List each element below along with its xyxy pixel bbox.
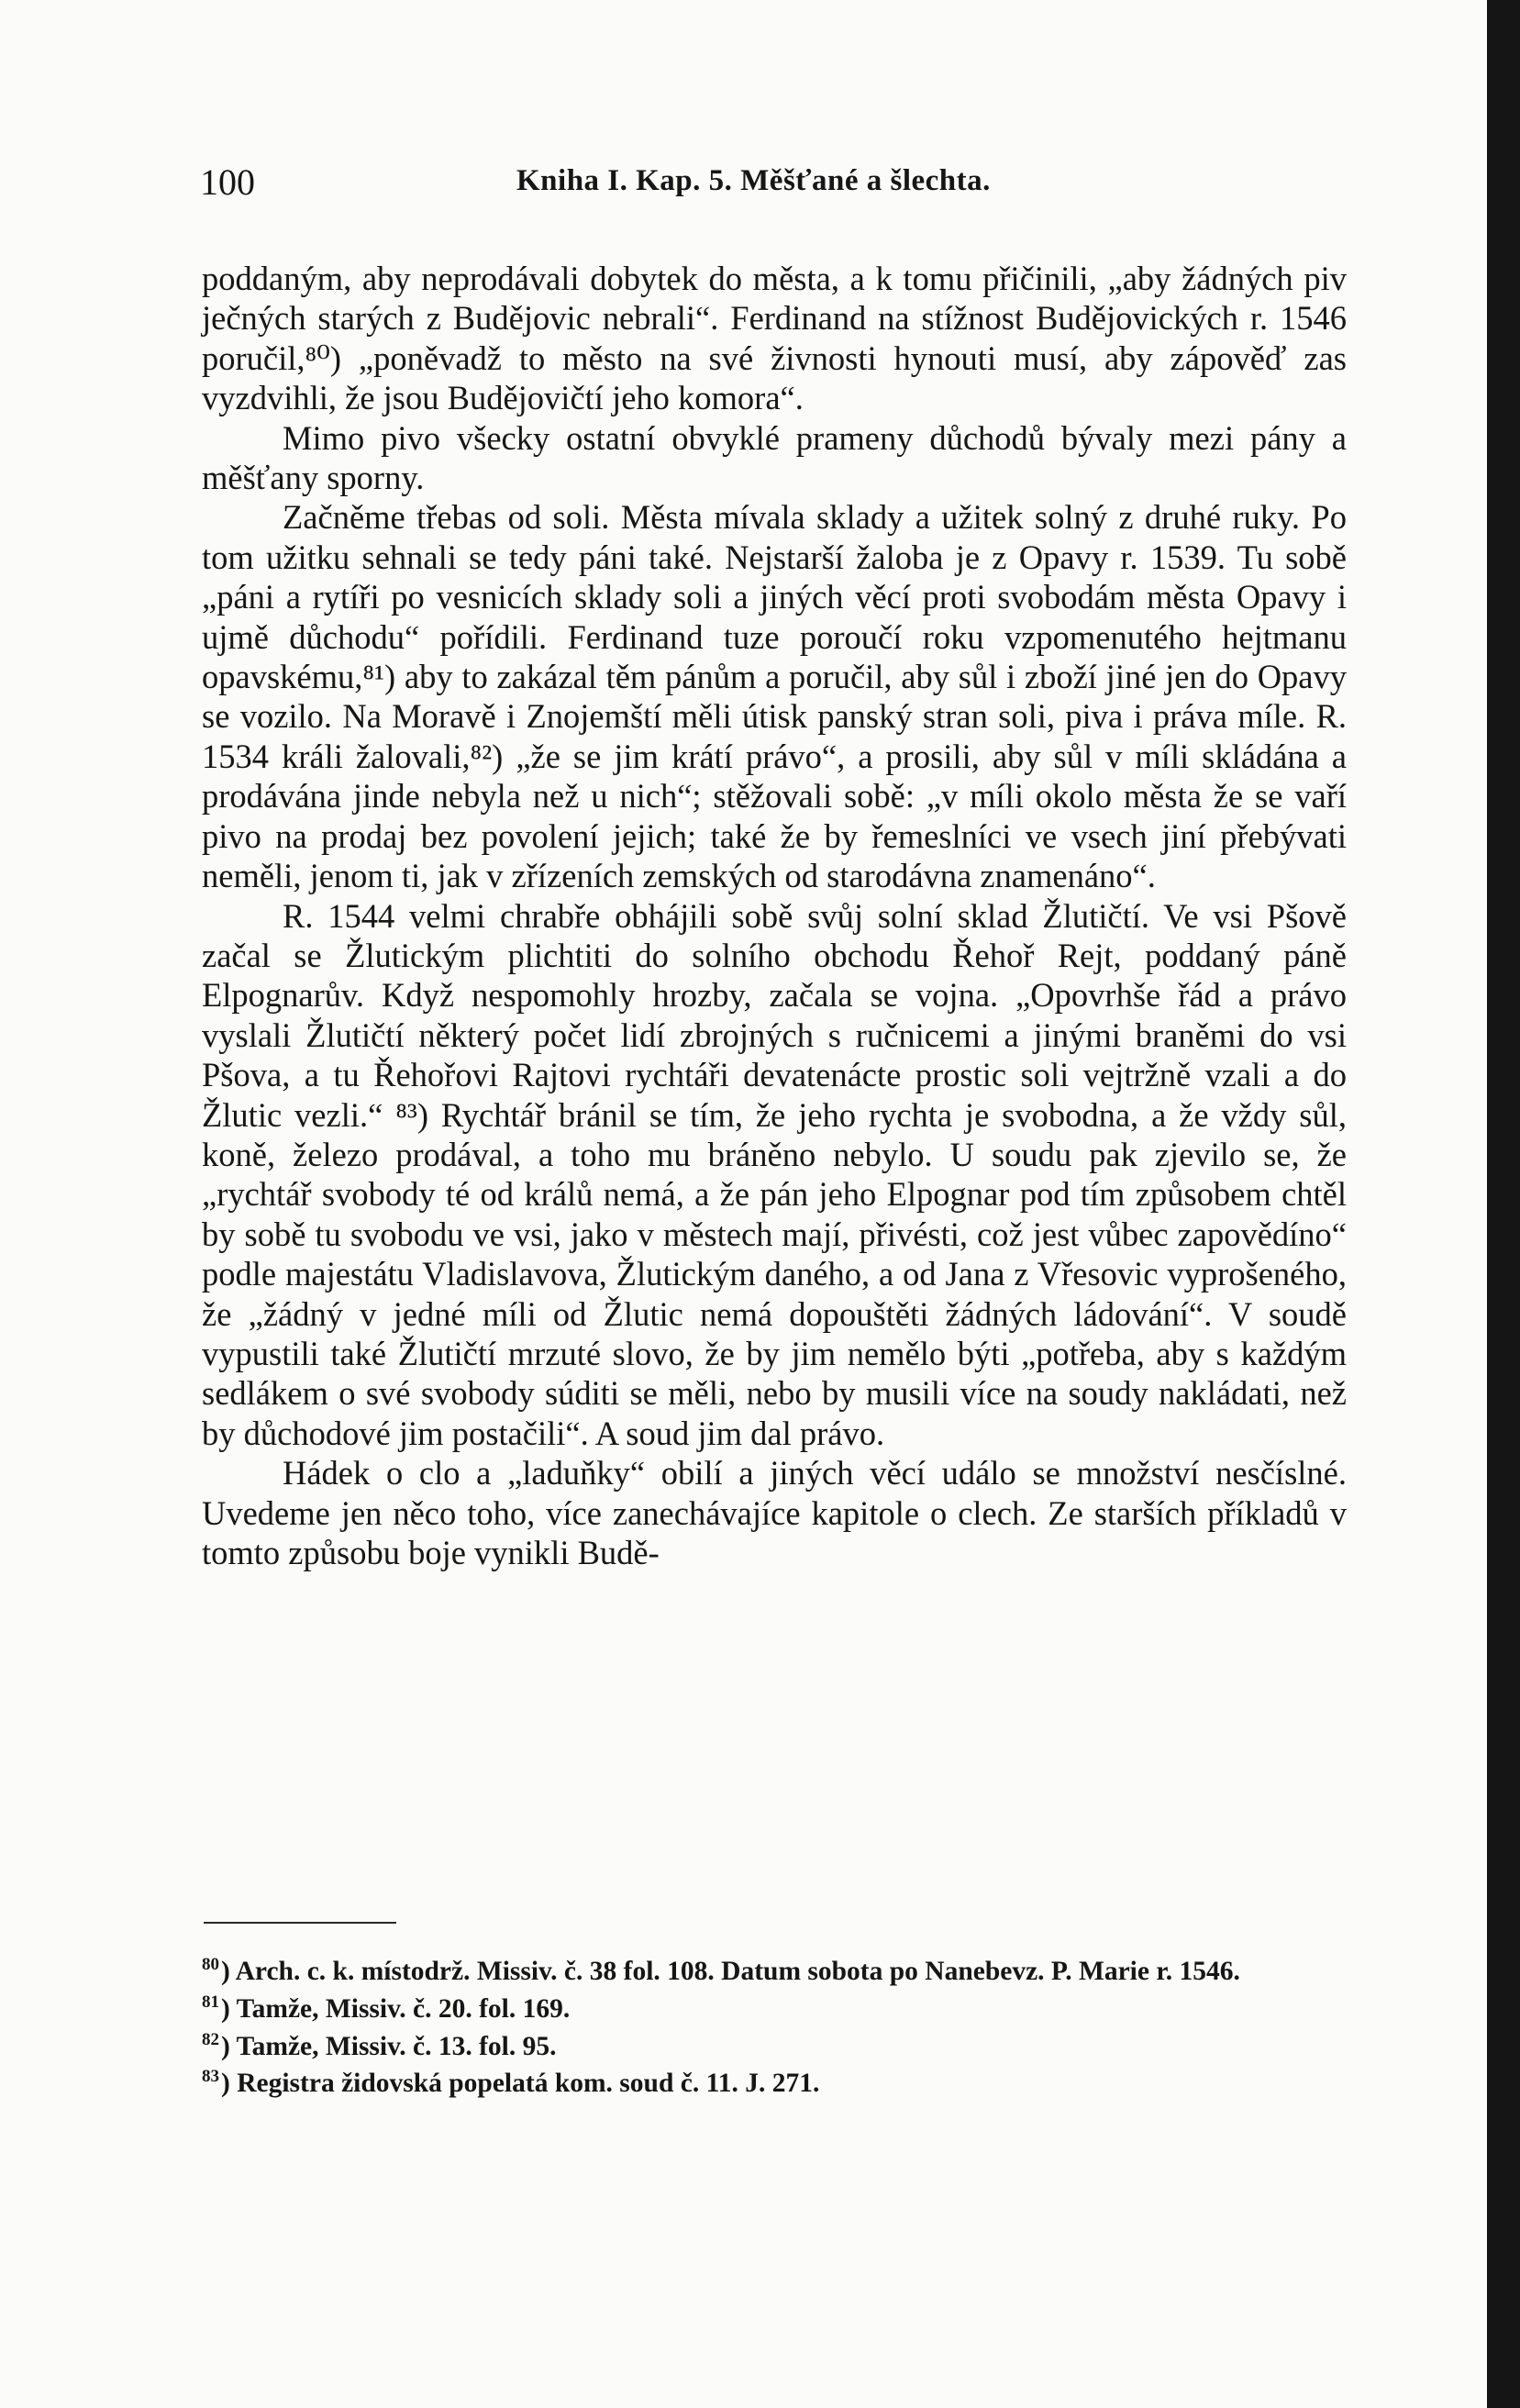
paragraph: Začněme třebas od soli. Města mívala sklady a užitek solný z druhé ruky. Po tom užitku sehnali se tedy páni také. Nejstarší žaloba je z Opavy r. 1539. Tu sobě „páni a rytíři po vesnicích sklady soli a jiných věcí proti svobodám města Opavy i ujmě důchodu“ pořídili. Ferdinand tuze poroučí roku vzpomenutého hejtmanu opavskému,⁸¹) aby to zakázal těm pánům a poručil, aby sůl i zboží jiné jen do Opavy se vozilo. Na Moravě i Znojemští měli útisk panský stran soli, piva i práva míle. R. 1534 králi žalovali,⁸²) „že se jim krátí právo“, a prosili, aby sůl v míli skládána a prodávána jinde nebyla než u nich“; stěžovali sobě: „v míli okolo města že se vaří pivo na prodaj bez povolení jejich; také že by řemeslníci ve vsech jiní přebývati neměli, jenom ti, jak v zřízeních zemských od starodávna znamenáno“. (202, 498, 1347, 895)
page-header (200, 161, 1347, 206)
body-text (202, 259, 1347, 1572)
footnote-mark: 81 (202, 1992, 219, 2012)
footnote-mark: 82 (202, 2029, 219, 2049)
footnote: $^{83}$) Registra židovská popelatá kom. soud č. 11. J. 271. (202, 2067, 820, 2099)
footnote: $^{81}$) Tamže, Missiv. č. 20. fol. 169. (202, 1992, 571, 2024)
scan-edge (1487, 0, 1520, 2408)
page-number: 100 (200, 161, 255, 203)
footnote: $^{82}$) Tamže, Missiv. č. 13. fol. 95. (202, 2029, 557, 2061)
paragraph: Hádek o clo a „laduňky“ obilí a jiných věcí událo se množství nesčíslné. Uvedeme jen něco toho, více zanechávajíce kapitole o clech. Ze starších příkladů v tomto způsobu boje vynikli Budě- (202, 1454, 1347, 1571)
footnote-text: Tamže, Missiv. č. 20. fol. 169. (236, 1993, 571, 2024)
paragraph: Mimo pivo všecky ostatní obvyklé prameny důchodů bývaly mezi pány a měšťany sporny. (202, 418, 1347, 497)
footnote-text: Registra židovská popelatá kom. soud č. 11. J. 271. (237, 2069, 820, 2099)
footnote-text: Tamže, Missiv. č. 13. fol. 95. (236, 2031, 557, 2061)
footnote-divider (204, 1922, 396, 1924)
footnotes (202, 1949, 1347, 2099)
paragraph: poddaným, aby neprodávali dobytek do města, a k tomu přičinili, „aby žádných piv ječných starých z Budějovic nebrali“. Ferdinand na stížnost Budějovických r. 1546 poručil,⁸⁰) „poněvadž to město na své živnosti hynouti musí, aby zápověď zas vyzdvihli, že jsou Budějovičtí jeho komora“. (202, 260, 1347, 417)
footnote-text: Arch. c. k. místodrž. Missiv. č. 38 fol. 108. Datum sobota po Nanebevz. P. Marie r. 1546. (235, 1956, 1240, 1986)
running-head: Kniha I. Kap. 5. Měšťané a šlechta. (516, 164, 991, 197)
footnote: $^{80}$) Arch. c. k. místodrž. Missiv. č. 38 fol. 108. Datum sobota po Nanebevz. P. Marie r. 1546. (202, 1955, 1240, 1986)
footnote-mark: 83 (202, 2067, 219, 2087)
footnote-mark: 80 (202, 1955, 219, 1974)
paragraph: R. 1544 velmi chrabře obhájili sobě svůj solní sklad Žlutičtí. Ve vsi Pšově začal se Žlutickým plichtiti do solního obchodu Řehoř Rejt, poddaný páně Elpognarův. Když nespomohly hrozby, začala se vojna. „Opovrhše řád a právo vyslali Žlutičtí některý počet lidí zbrojných s ručnicemi a jinými braněmi do vsi Pšova, a tu Řehořovi Rajtovi rychtáři devatenácte prostic soli vejtržně vzali a do Žlutic vezli.“ ⁸³) Rychtář bránil se tím, že jeho rychta je svobodna, a že vždy sůl, koně, železo prodával, a toho mu bráněno nebylo. U soudu pak zjevilo se, že „rychtář svobody té od králů nemá, a že pán jeho Elpognar pod tím způsobem chtěl by sobě tu svobodu ve vsi, jako v městech mají, přivésti, což jest vůbec zapovědíno“ podle majestátu Vladislavova, Žlutickým daného, a od Jana z Vřesovic vyprošeného, že „žádný v jedné míli od Žlutic nemá dopouštěti žádných ládování“. V soudě vypustili také Žlutičtí mrzuté slovo, že by jim nemělo býti „potřeba, aby s každým sedlákem o své svobody súditi se měli, nebo by musili více na soudy nakládati, než by důchodové jim postačili“. A soud jim dal právo. (202, 896, 1347, 1452)
